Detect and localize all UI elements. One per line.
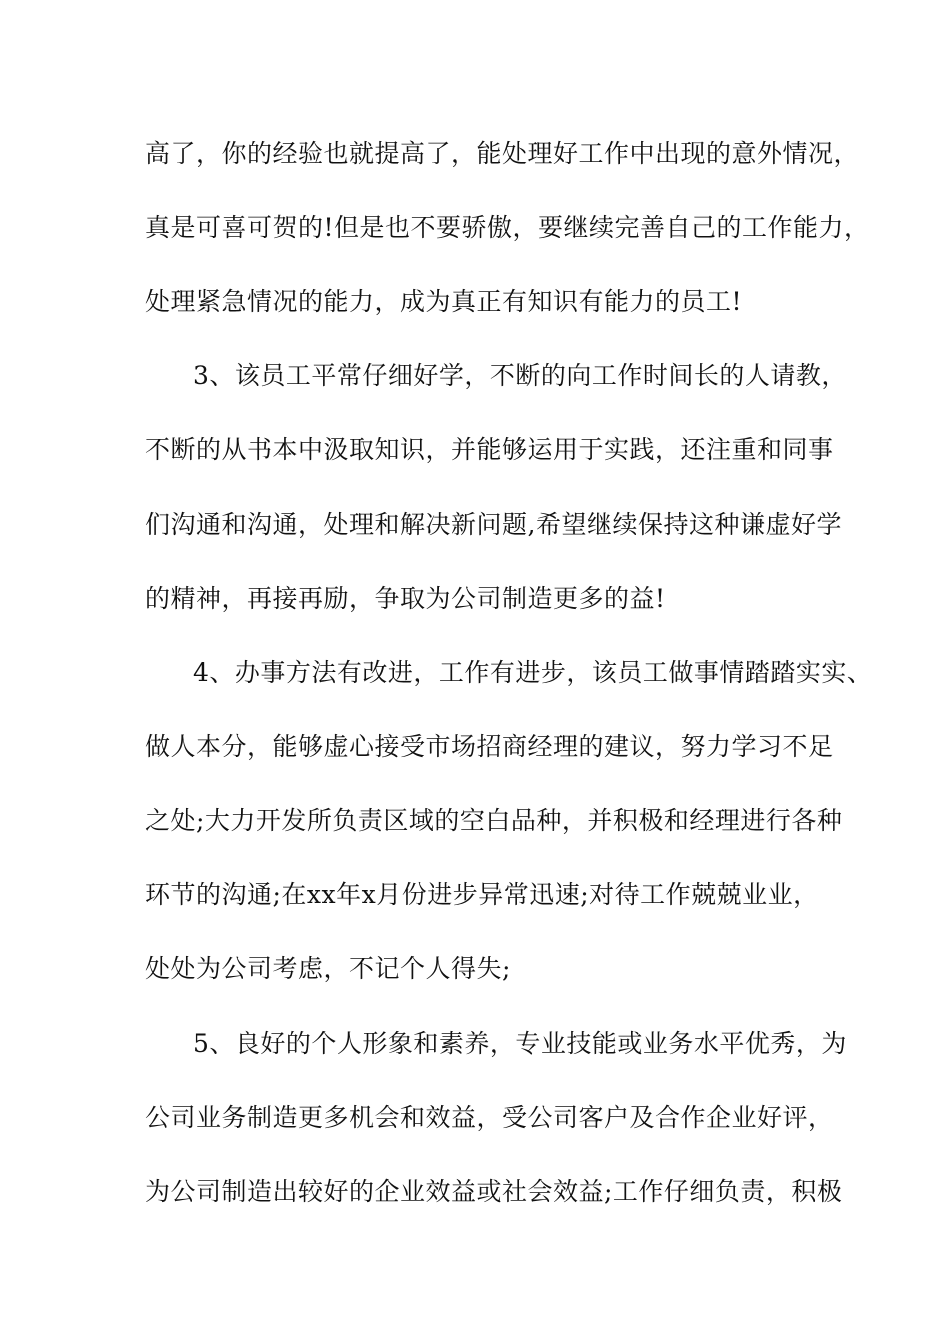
text-line: 环节的沟通;在xx年x月份进步异常迅速;对待工作兢兢业业， — [145, 880, 819, 909]
paragraph-3-first-line: 3、该员工平常仔细好学，不断的向工作时间长的人请教， — [193, 361, 847, 390]
text-line: 之处;大力开发所负责区域的空白品种，并积极和经理进行各种 — [145, 806, 843, 835]
text-line: 高了，你的经验也就提高了，能处理好工作中出现的意外情况， — [145, 139, 860, 168]
paragraph-4-first-line: 4、办事方法有改进，工作有进步，该员工做事情踏踏实实、 — [193, 658, 873, 687]
text-line: 处处为公司考虑，不记个人得失; — [145, 954, 511, 983]
text-line: 们沟通和沟通，处理和解决新问题,希望继续保持这种谦虚好学 — [145, 510, 842, 539]
text-line: 处理紧急情况的能力，成为真正有知识有能力的员工! — [145, 287, 743, 316]
text-line: 真是可喜可贺的!但是也不要骄傲，要继续完善自己的工作能力， — [145, 213, 870, 242]
text-line: 不断的从书本中汲取知识，并能够运用于实践，还注重和同事 — [145, 435, 834, 464]
text-line: 的精神，再接再励，争取为公司制造更多的益! — [145, 584, 666, 613]
text-line: 为公司制造出较好的企业效益或社会效益;工作仔细负责，积极 — [145, 1177, 843, 1206]
paragraph-5-first-line: 5、良好的个人形象和素养，专业技能或业务水平优秀，为 — [193, 1029, 847, 1058]
text-line: 做人本分，能够虚心接受市场招商经理的建议，努力学习不足 — [145, 732, 834, 761]
text-line: 公司业务制造更多机会和效益，受公司客户及合作企业好评， — [145, 1103, 834, 1132]
